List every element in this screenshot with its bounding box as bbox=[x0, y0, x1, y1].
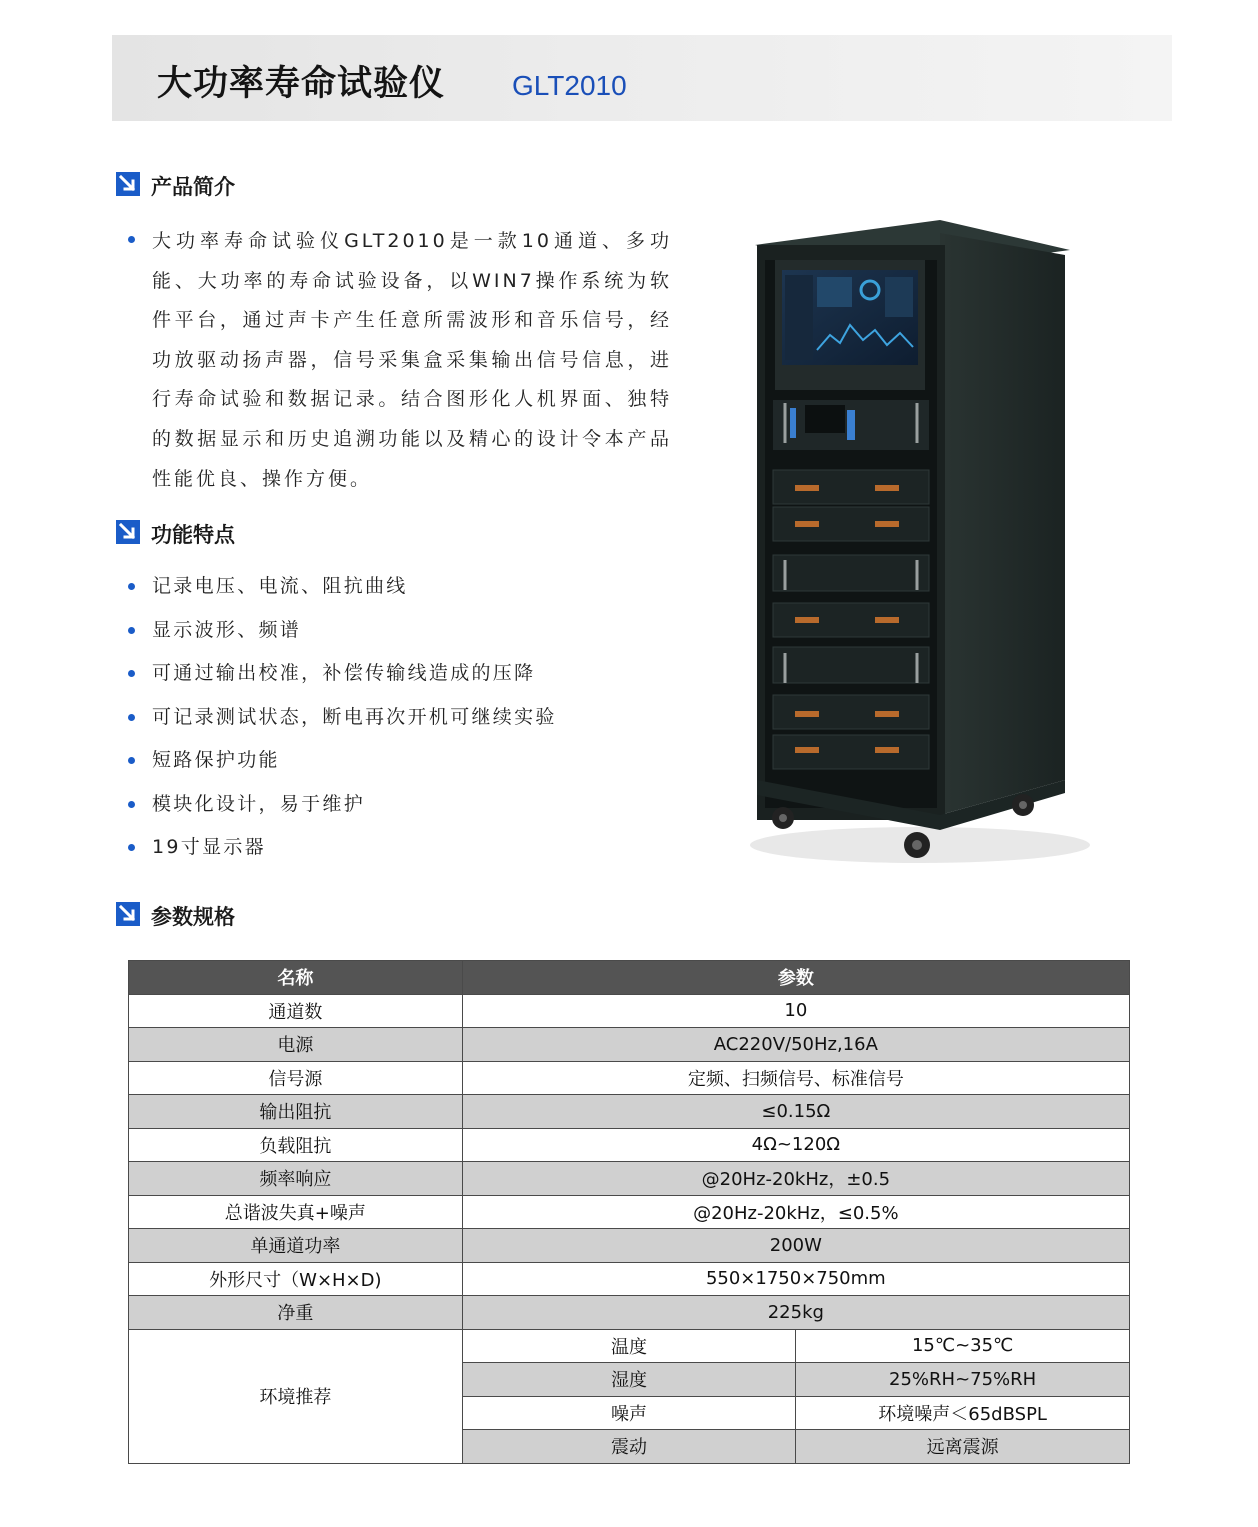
spec-value: 225kg bbox=[462, 1296, 1129, 1330]
feature-item: 短路保护功能 bbox=[128, 746, 688, 776]
bullet-dot-icon bbox=[128, 714, 135, 721]
model-number: GLT2010 bbox=[512, 70, 627, 101]
table-row bbox=[129, 1296, 1130, 1330]
spec-value: 定频、扫频信号、标准信号 bbox=[462, 1061, 1129, 1095]
bullet-dot-icon bbox=[128, 844, 135, 851]
feature-item: 显示波形、频谱 bbox=[128, 616, 688, 646]
table-row bbox=[129, 1162, 1130, 1196]
feature-item: 可记录测试状态，断电再次开机可继续实验 bbox=[128, 703, 688, 733]
spec-value: 4Ω~120Ω bbox=[462, 1128, 1129, 1162]
spec-name: 负载阻抗 bbox=[129, 1128, 463, 1162]
spec-value: 550×1750×750mm bbox=[462, 1262, 1129, 1296]
arrow-down-right-icon bbox=[116, 902, 140, 926]
feature-item: 可通过输出校准，补偿传输线造成的压降 bbox=[128, 659, 688, 689]
spec-name: 单通道功率 bbox=[129, 1229, 463, 1263]
spec-name: 信号源 bbox=[129, 1061, 463, 1095]
section-title: 产品简介 bbox=[151, 175, 235, 199]
spec-name: 净重 bbox=[129, 1296, 463, 1330]
page-title: 大功率寿命试验仪 bbox=[157, 64, 446, 104]
env-value: 25%RH~75%RH bbox=[796, 1363, 1130, 1397]
arrow-down-right-icon bbox=[116, 172, 140, 196]
env-name: 温度 bbox=[462, 1329, 796, 1363]
table-row bbox=[129, 1262, 1130, 1296]
table-row bbox=[129, 1128, 1130, 1162]
table-row bbox=[129, 1229, 1130, 1263]
section-title: 功能特点 bbox=[151, 523, 235, 547]
table-row bbox=[129, 1329, 1130, 1363]
spec-name: 输出阻抗 bbox=[129, 1095, 463, 1129]
column-header: 参数 bbox=[462, 961, 1129, 995]
spec-value: AC220V/50Hz,16A bbox=[462, 1028, 1129, 1062]
spec-name: 外形尺寸（W×H×D) bbox=[129, 1262, 463, 1296]
spec-value: 10 bbox=[462, 994, 1129, 1028]
env-name: 噪声 bbox=[462, 1396, 796, 1430]
feature-item: 记录电压、电流、阻抗曲线 bbox=[128, 572, 688, 602]
env-value: 远离震源 bbox=[796, 1430, 1130, 1464]
env-label: 环境推荐 bbox=[129, 1329, 463, 1463]
table-row bbox=[129, 994, 1130, 1028]
bullet-dot-icon bbox=[128, 670, 135, 677]
spec-name: 频率响应 bbox=[129, 1162, 463, 1196]
intro-text: 大功率寿命试验仪GLT2010是一款10通道、多功能、大功率的寿命试验设备，以WIN7操作系统为软件平台，通过声卡产生任意所需波形和音乐信号，经功放驱动扬声器，信号采集盒采集输出信号信息，进行寿命试验和数据记录。结合图形化人机界面、独特的数据显示和历史追溯功能以及精心的设计令本产品性能优良、操作方便。 bbox=[152, 230, 672, 490]
column-header: 名称 bbox=[129, 961, 463, 995]
feature-item: 模块化设计，易于维护 bbox=[128, 790, 688, 820]
env-value: 15℃~35℃ bbox=[796, 1329, 1130, 1363]
spec-table bbox=[128, 960, 1130, 1464]
table-row bbox=[129, 1195, 1130, 1229]
product-image bbox=[735, 215, 1095, 875]
bullet-dot-icon bbox=[128, 801, 135, 808]
spec-value: @20Hz-20kHz，≤0.5% bbox=[462, 1195, 1129, 1229]
bullet-dot-icon bbox=[128, 583, 135, 590]
table-row bbox=[129, 1095, 1130, 1129]
spec-name: 电源 bbox=[129, 1028, 463, 1062]
table-row bbox=[129, 1028, 1130, 1062]
env-name: 震动 bbox=[462, 1430, 796, 1464]
arrow-down-right-icon bbox=[116, 520, 140, 544]
spec-name: 通道数 bbox=[129, 994, 463, 1028]
table-header-row bbox=[129, 961, 1130, 995]
env-value: 环境噪声＜65dBSPL bbox=[796, 1396, 1130, 1430]
spec-value: ≤0.15Ω bbox=[462, 1095, 1129, 1129]
bullet-dot-icon bbox=[128, 627, 135, 634]
spec-value: @20Hz-20kHz，±0.5 bbox=[462, 1162, 1129, 1196]
bullet-dot-icon bbox=[128, 236, 135, 243]
table-row bbox=[129, 1061, 1130, 1095]
section-title: 参数规格 bbox=[151, 905, 235, 929]
env-name: 湿度 bbox=[462, 1363, 796, 1397]
spec-value: 200W bbox=[462, 1229, 1129, 1263]
spec-name: 总谐波失真+噪声 bbox=[129, 1195, 463, 1229]
feature-item: 19寸显示器 bbox=[128, 833, 688, 863]
bullet-dot-icon bbox=[128, 757, 135, 764]
